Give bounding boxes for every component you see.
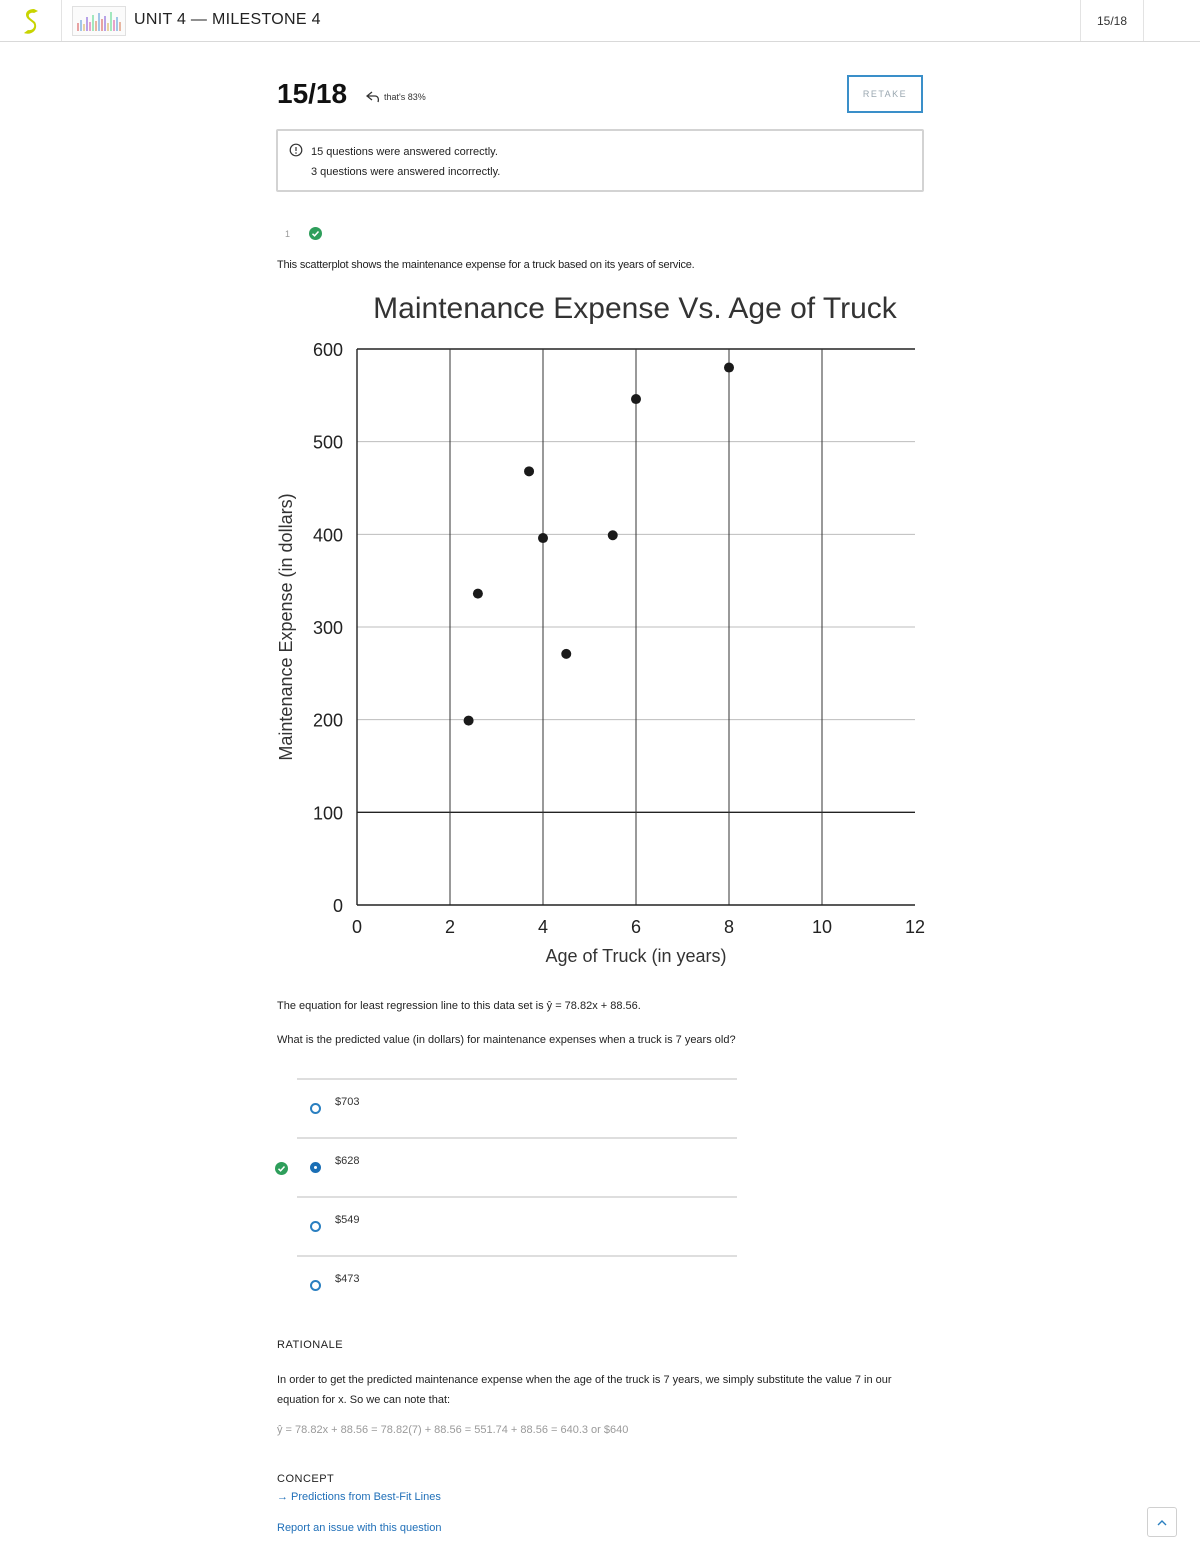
choice-label: $703 xyxy=(335,1096,360,1108)
y-tick-label: 200 xyxy=(312,710,343,731)
scatter-chart xyxy=(270,284,930,974)
data-point xyxy=(473,589,483,599)
radio-button[interactable] xyxy=(310,1221,321,1232)
x-tick-label: 8 xyxy=(723,917,735,937)
correct-check-icon xyxy=(309,227,322,240)
rationale-heading: RATIONALE xyxy=(277,1339,344,1351)
answer-choice[interactable] xyxy=(297,1078,737,1137)
data-point xyxy=(631,394,641,404)
x-tick-label: 2 xyxy=(444,917,456,937)
x-tick-label: 12 xyxy=(904,917,926,937)
concept-heading: CONCEPT xyxy=(277,1473,335,1485)
logo[interactable] xyxy=(0,0,62,41)
arrow-back-icon xyxy=(366,91,380,103)
choice-label: $473 xyxy=(335,1273,360,1285)
unit-thumbnail xyxy=(72,6,126,36)
chart-title: Maintenance Expense Vs. Age of Truck xyxy=(373,292,897,325)
data-point xyxy=(524,466,534,476)
correct-check-icon xyxy=(275,1162,288,1175)
x-tick-label: 6 xyxy=(630,917,642,937)
info-circle-icon xyxy=(289,143,303,157)
answer-choice[interactable] xyxy=(297,1196,737,1255)
data-point xyxy=(608,530,618,540)
report-issue-link[interactable]: Report an issue with this question xyxy=(277,1522,442,1534)
sophia-logo-icon xyxy=(20,7,42,35)
concept-link[interactable]: → Predictions from Best-Fit Lines xyxy=(277,1491,441,1503)
scroll-to-top-button[interactable] xyxy=(1147,1507,1177,1537)
choice-label: $628 xyxy=(335,1155,360,1167)
bar-chart-thumbnail-icon xyxy=(73,7,125,35)
unit-title: UNIT 4 — MILESTONE 4 xyxy=(134,11,321,28)
answer-choice[interactable] xyxy=(297,1137,737,1196)
data-point xyxy=(724,363,734,373)
x-tick-label: 0 xyxy=(351,917,363,937)
x-axis-label: Age of Truck (in years) xyxy=(545,946,727,966)
results-summary xyxy=(276,129,924,192)
score-total: 15/18 xyxy=(277,78,348,109)
retake-button[interactable]: RETAKE xyxy=(847,75,923,113)
rationale-equation: ŷ = 78.82x + 88.56 = 78.82(7) + 88.56 = 551.74 + 88.56 = 640.3 or $640 xyxy=(277,1424,629,1436)
top-bar xyxy=(0,0,1200,42)
radio-button[interactable] xyxy=(310,1280,321,1291)
regression-equation-text: The equation for least regression line to this data set is ŷ = 78.82x + 88.56. xyxy=(277,1000,641,1012)
answer-choice[interactable] xyxy=(297,1255,737,1314)
answer-choices xyxy=(297,1078,737,1314)
x-tick-label: 10 xyxy=(811,917,833,937)
y-tick-label: 300 xyxy=(312,618,343,638)
radio-button[interactable] xyxy=(310,1162,321,1173)
data-point xyxy=(561,649,571,659)
data-point xyxy=(464,716,474,726)
y-tick-label: 600 xyxy=(312,340,343,360)
x-tick-label: 4 xyxy=(537,917,549,937)
data-point xyxy=(538,533,548,543)
correct-count-text: 15 questions were answered correctly. xyxy=(311,146,498,158)
question-prompt: This scatterplot shows the maintenance expense for a truck based on its years of service. xyxy=(277,259,695,271)
rationale-text: In order to get the predicted maintenance expense when the age of the truck is 7 years, we simply substitute the value 7 in our equation for x. So we can note that: xyxy=(277,1374,892,1406)
choice-label: $549 xyxy=(335,1214,360,1226)
y-tick-label: 400 xyxy=(312,525,343,546)
question-text: What is the predicted value (in dollars) for maintenance expenses when a truck is 7 years old? xyxy=(277,1034,736,1046)
y-axis-label: Maintenance Expense (in dollars) xyxy=(276,493,296,761)
question-number: 1 xyxy=(285,229,291,239)
y-tick-label: 500 xyxy=(312,432,343,453)
y-tick-label: 0 xyxy=(332,896,343,916)
radio-button[interactable] xyxy=(310,1103,321,1114)
score-percent-text: that's 83% xyxy=(384,92,426,102)
y-tick-label: 100 xyxy=(312,803,343,824)
chevron-up-icon xyxy=(1157,1519,1167,1526)
score-percent xyxy=(366,91,426,103)
header-score[interactable]: 15/18 xyxy=(1080,0,1144,41)
incorrect-count-text: 3 questions were answered incorrectly. xyxy=(311,166,501,178)
